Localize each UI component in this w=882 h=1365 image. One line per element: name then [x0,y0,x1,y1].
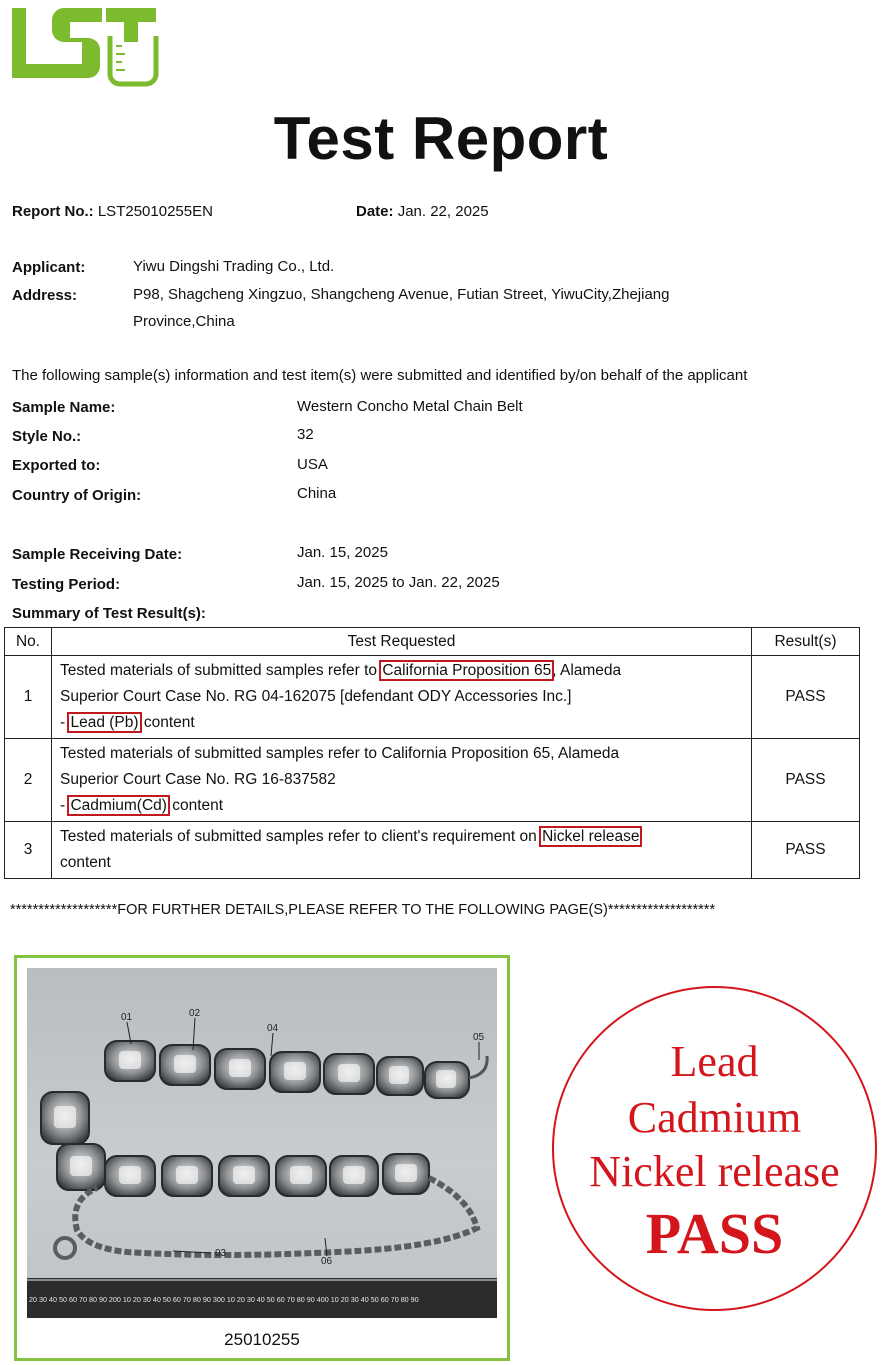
photo-label-01: 01 [121,1012,133,1023]
chain-belt-illustration [27,968,497,1318]
exported-to-label: Exported to: [12,457,101,474]
result-cell: PASS [752,739,860,822]
ruler-numbers: 20 30 40 50 60 70 80 90 200 10 20 30 40 50 60 70 80 90 300 10 20 30 40 50 60 70 80 90 400 10 20 30 40 50 60 70 80 90 [29,1295,419,1304]
address-label: Address: [12,287,78,304]
stamp-line-nickel: Nickel release [589,1147,840,1196]
pass-stamp [552,986,877,1311]
test-requested-cell: Tested materials of submitted samples refer to California Proposition 65, Alameda Superior Court Case No. RG 16-837582 - Cadmium(Cd) content [52,739,752,822]
address-line-2: Province,China [133,313,235,330]
result-cell: PASS [752,822,860,879]
receiving-date-label: Sample Receiving Date: [12,546,183,563]
exported-to-value: USA [297,456,328,473]
report-number: Report No.: LST25010255EN [12,203,213,220]
page-title: Test Report [273,105,609,172]
stamp-line-cadmium: Cadmium [627,1093,802,1142]
col-header-result: Result(s) [752,628,860,656]
col-header-no: No. [5,628,52,656]
applicant-label: Applicant: [12,259,86,276]
summary-title: Summary of Test Result(s): [12,605,206,622]
table-row [5,656,860,739]
report-date: Date: Jan. 22, 2025 [356,203,489,220]
style-no-label: Style No.: [12,428,82,445]
photo-label-05: 05 [473,1032,485,1043]
country-origin-label: Country of Origin: [12,487,142,504]
result-cell: PASS [752,656,860,739]
row-number: 1 [5,656,52,739]
col-header-test: Test Requested [52,628,752,656]
applicant-value: Yiwu Dingshi Trading Co., Ltd. [133,258,335,275]
product-photo [27,968,497,1318]
table-row [5,822,860,879]
intro-text: The following sample(s) information and test item(s) were submitted and identified by/on behalf of the applicant [12,367,748,384]
further-details-banner: *******************FOR FURTHER DETAILS,PLEASE REFER TO THE FOLLOWING PAGE(S)******************* [10,902,716,918]
product-photo-frame [14,955,510,1361]
lst-logo-icon [10,2,160,88]
sample-name-value: Western Concho Metal Chain Belt [297,398,523,415]
stamp-line-pass: PASS [645,1201,784,1266]
ruler-ticks [27,1278,497,1318]
company-logo [10,2,160,88]
stamp-line-lead: Lead [670,1037,759,1086]
testing-period-value: Jan. 15, 2025 to Jan. 22, 2025 [297,574,500,591]
country-origin-value: China [297,485,337,502]
address-line-1: P98, Shagcheng Xingzuo, Shangcheng Avenue, Futian Street, YiwuCity,Zhejiang [133,286,670,303]
test-requested-cell: Tested materials of submitted samples refer to California Proposition 65, Alameda Superior Court Case No. RG 04-162075 [defendant ODY Accessories Inc.] - Lead (Pb) content [52,656,752,739]
sample-name-label: Sample Name: [12,399,116,416]
results-table [4,627,860,879]
row-number: 3 [5,822,52,879]
highlight-box: Cadmium(Cd) [70,797,167,814]
receiving-date-value: Jan. 15, 2025 [297,544,388,561]
highlight-box: California Proposition 65 [382,662,552,679]
photo-label-06: 06 [321,1256,333,1267]
table-row [5,739,860,822]
style-no-value: 32 [297,426,314,443]
measuring-ruler [27,1278,497,1318]
row-number: 2 [5,739,52,822]
highlight-box: Lead (Pb) [70,714,139,731]
highlight-box: Nickel release [542,828,640,845]
photo-label-04: 04 [267,1023,279,1034]
photo-caption: 25010255 [224,1330,300,1349]
testing-period-label: Testing Period: [12,576,121,593]
photo-label-02: 02 [189,1008,201,1019]
photo-label-03: 03 [215,1248,227,1259]
test-requested-cell: Tested materials of submitted samples refer to client's requirement on Nickel release content [52,822,752,879]
table-header-row [5,628,860,656]
